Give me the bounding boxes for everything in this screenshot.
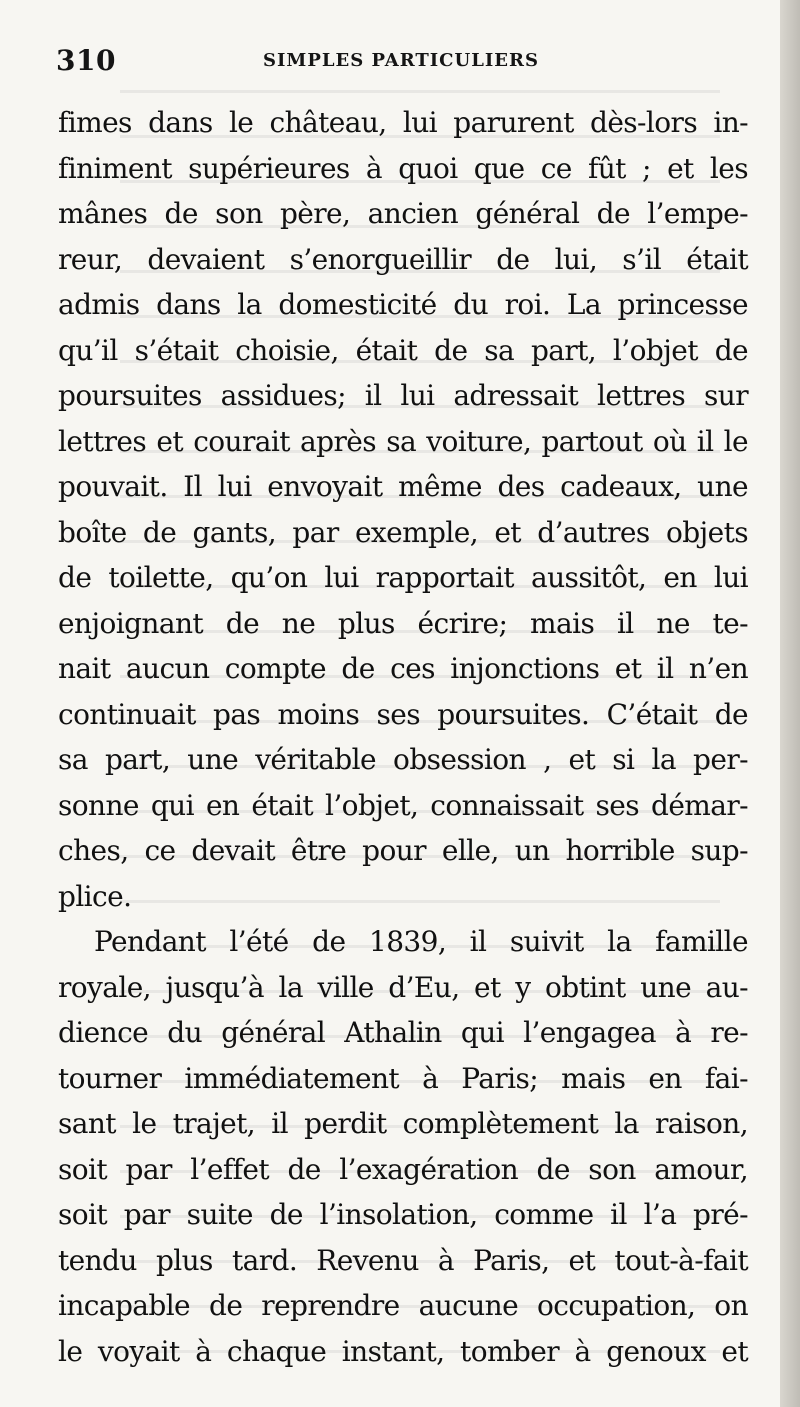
running-head: SIMPLES PARTICULIERS: [263, 50, 539, 71]
text-line: sonne qui en était l’objet, connaissait ses démar-: [58, 788, 748, 822]
text-line: plice.: [58, 879, 132, 913]
page-header: [56, 44, 746, 84]
text-line: soit par l’effet de l’exagération de son amour,: [58, 1152, 748, 1186]
body-text: [58, 100, 748, 1374]
text-line: reur, devaient s’enorgueillir de lui, s’il était: [58, 242, 748, 276]
paragraph-first-line: Pendant l’été de 1839, il suivit la famille: [94, 925, 748, 958]
text-line: incapable de reprendre aucune occupation, on: [58, 1289, 748, 1322]
text-line: enjoignant de ne plus écrire; mais il ne te-: [58, 606, 748, 640]
text-line: fimes dans le château, lui parurent dès-lors in-: [58, 106, 748, 139]
text-line: qu’il s’était choisie, était de sa part, l’objet de: [58, 333, 748, 367]
text-line: lettres et courait après sa voiture, partout où il le: [58, 424, 748, 458]
text-line: admis dans la domesticité du roi. La princesse: [58, 288, 748, 321]
text-line: nait aucun compte de ces injonctions et il n’en: [58, 652, 748, 685]
text-line: finiment supérieures à quoi que ce fût ; et les: [58, 151, 748, 185]
text-line: royale, jusqu’à la ville d’Eu, et y obtint une au-: [58, 970, 748, 1004]
text-line: mânes de son père, ancien général de l’empe-: [58, 197, 748, 230]
text-line: tendu plus tard. Revenu à Paris, et tout-à-fait: [58, 1243, 748, 1277]
text-line: pouvait. Il lui envoyait même des cadeaux, une: [58, 470, 748, 503]
text-line: le voyait à chaque instant, tomber à genoux et: [58, 1334, 748, 1368]
text-line: poursuites assidues; il lui adressait lettres sur: [58, 379, 748, 412]
text-line: dience du général Athalin qui l’engagea à re-: [58, 1016, 748, 1049]
text-line: continuait pas moins ses poursuites. C’était de: [58, 697, 748, 731]
text-line: tourner immédiatement à Paris; mais en fai-: [58, 1061, 748, 1095]
text-line: boîte de gants, par exemple, et d’autres objets: [58, 515, 748, 549]
page-number: 310: [56, 44, 116, 77]
page-edge-shadow: [780, 0, 800, 1407]
text-line: de toilette, qu’on lui rapportait aussitôt, en lui: [58, 561, 748, 594]
text-line: soit par suite de l’insolation, comme il l’a pré-: [58, 1198, 748, 1231]
text-line: sant le trajet, il perdit complètement la raison,: [58, 1107, 748, 1140]
text-line: ches, ce devait être pour elle, un horrible sup-: [58, 834, 748, 867]
text-line: sa part, une véritable obsession , et si la per-: [58, 743, 748, 776]
